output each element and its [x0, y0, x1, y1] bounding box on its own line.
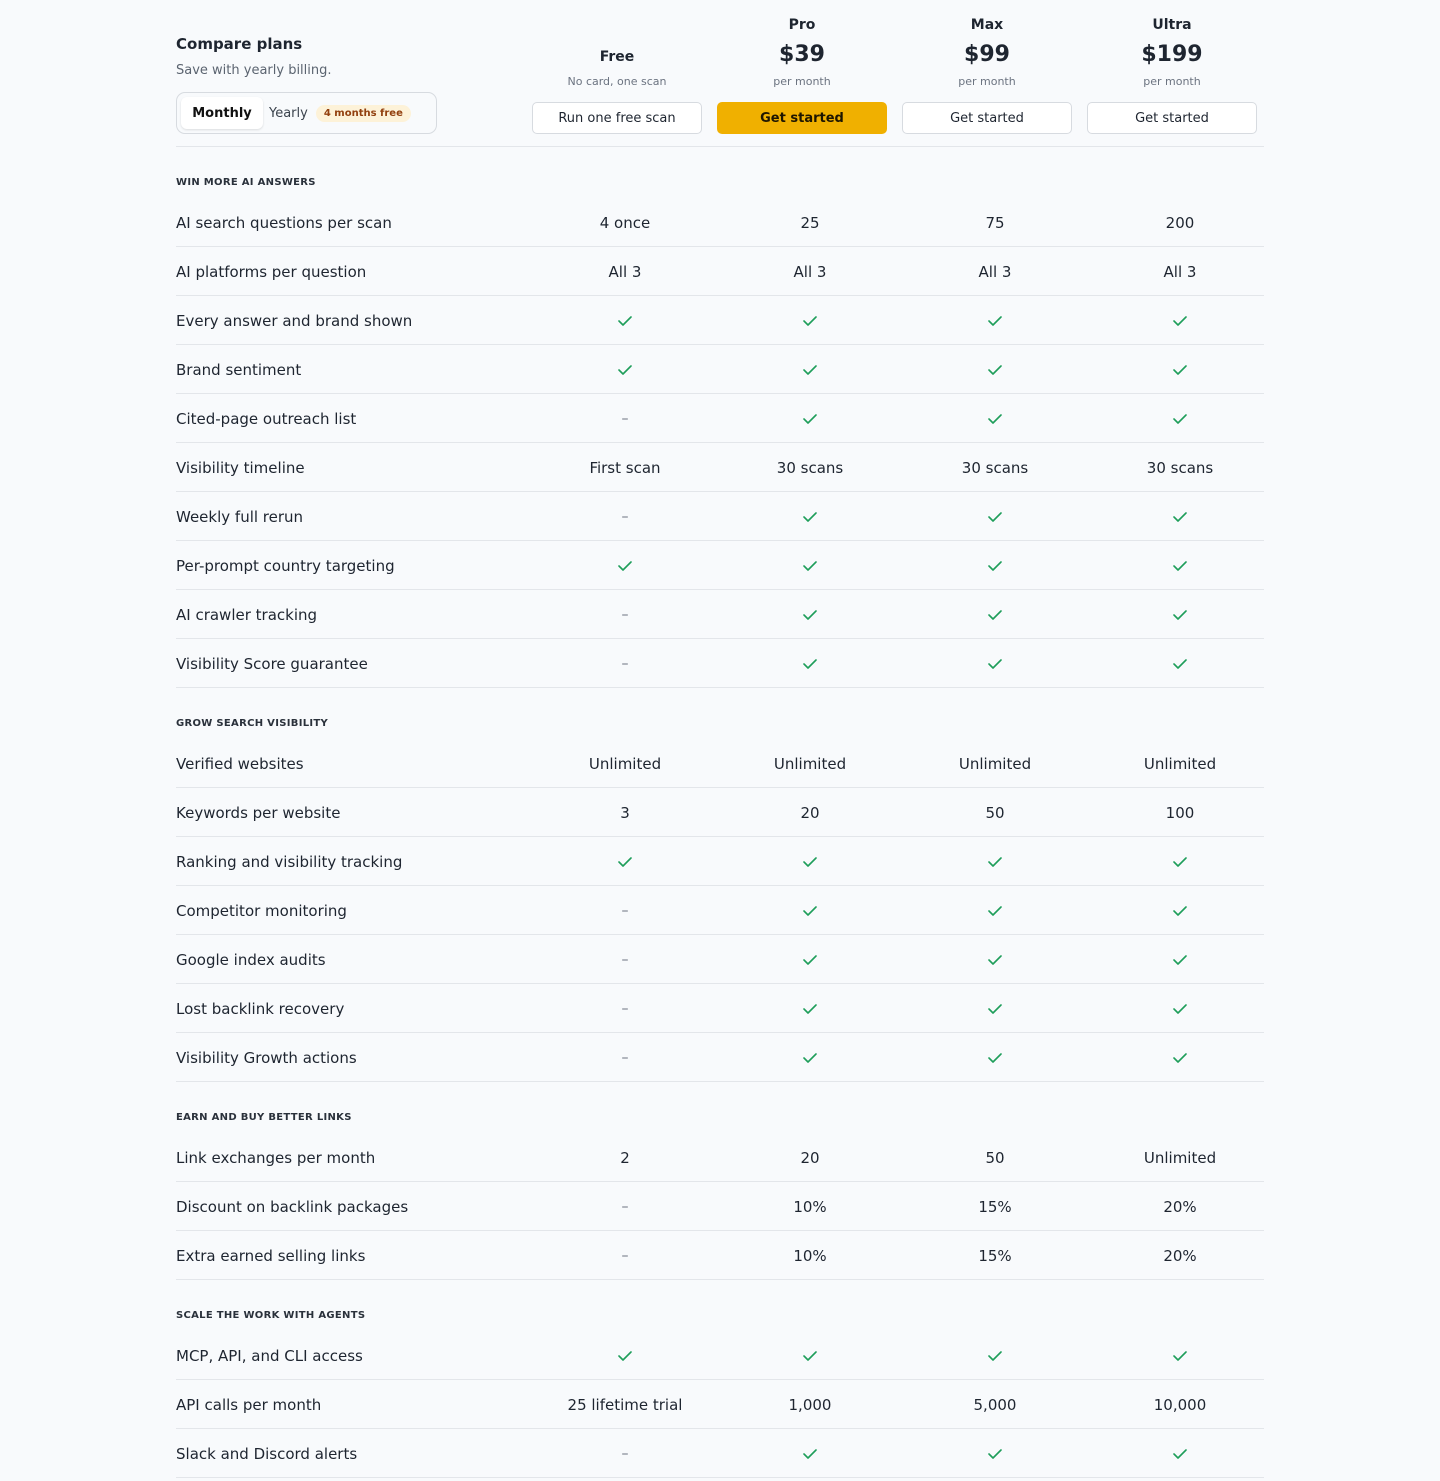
check-icon	[1173, 659, 1187, 669]
plan-note: No card, one scan	[567, 75, 667, 88]
plan-name: Ultra	[1152, 17, 1192, 33]
plan-cell	[540, 590, 710, 639]
cell-value: 15%	[978, 1197, 1012, 1216]
plan-cell	[725, 492, 895, 541]
cell-value: Unlimited	[958, 754, 1032, 773]
cell-value: 100	[1165, 803, 1195, 822]
check-icon	[803, 955, 817, 965]
cell-value: All 3	[793, 262, 827, 281]
check-icon	[803, 365, 817, 375]
feature-label: Cited-page outreach list	[176, 409, 357, 428]
plan-cell	[540, 984, 710, 1033]
plan-cell	[910, 739, 1080, 788]
plan-cell	[725, 394, 895, 443]
check-icon	[618, 561, 632, 571]
table-row	[176, 345, 1264, 394]
check-icon	[803, 610, 817, 620]
cell-value: 25 lifetime trial	[567, 1395, 683, 1414]
feature-label: AI platforms per question	[176, 262, 367, 281]
plan-cell	[540, 935, 710, 984]
check-icon	[1173, 1004, 1187, 1014]
check-icon	[988, 512, 1002, 522]
plan-cell	[540, 198, 710, 247]
plan-cell	[1095, 1182, 1265, 1231]
plan-cell	[540, 443, 710, 492]
table-row	[176, 492, 1264, 541]
section-title: EARN AND BUY BETTER LINKS	[176, 1112, 352, 1123]
check-icon	[618, 365, 632, 375]
page-subtitle: Save with yearly billing.	[176, 63, 332, 78]
plan-cell	[1095, 886, 1265, 935]
feature-label: Visibility Score guarantee	[176, 654, 368, 673]
feature-label: Brand sentiment	[176, 360, 302, 379]
check-icon	[618, 1351, 632, 1361]
plan-cell	[910, 345, 1080, 394]
plan-cell	[910, 1231, 1080, 1280]
table-row	[176, 935, 1264, 984]
plan-cell	[1095, 443, 1265, 492]
plan-name: Pro	[788, 17, 816, 33]
table-row	[176, 1182, 1264, 1231]
compare-header	[176, 0, 1264, 147]
plan-cell	[1095, 1331, 1265, 1380]
plan-cell	[1095, 739, 1265, 788]
feature-label: MCP, API, and CLI access	[176, 1346, 363, 1365]
cell-value: 5,000	[973, 1395, 1017, 1414]
cell-value: 20	[800, 803, 820, 822]
check-icon	[618, 857, 632, 867]
plan-cell	[1095, 788, 1265, 837]
table-row	[176, 837, 1264, 886]
table-row	[176, 1331, 1264, 1380]
plan-cell	[910, 1331, 1080, 1380]
plan-cell	[910, 886, 1080, 935]
plan-price: $39	[779, 42, 825, 67]
plan-cell	[725, 1429, 895, 1478]
table-row	[176, 1231, 1264, 1280]
feature-label: Ranking and visibility tracking	[176, 852, 403, 871]
feature-label: AI search questions per scan	[176, 213, 392, 232]
feature-label: Keywords per website	[176, 803, 341, 822]
feature-label: API calls per month	[176, 1395, 322, 1414]
cell-value: First scan	[589, 458, 661, 477]
plan-cell	[1095, 1231, 1265, 1280]
plan-cell	[540, 1182, 710, 1231]
dash-icon: –	[621, 508, 629, 525]
dash-icon: –	[621, 1049, 629, 1066]
plan-cell	[910, 1033, 1080, 1082]
plan-cell	[1095, 1133, 1265, 1182]
check-icon	[803, 1004, 817, 1014]
check-icon	[1173, 610, 1187, 620]
plan-cell	[540, 837, 710, 886]
plan-cell	[540, 345, 710, 394]
plan-cell	[725, 198, 895, 247]
plan-cell	[1095, 590, 1265, 639]
plan-cell	[1095, 837, 1265, 886]
cell-value: 10,000	[1153, 1395, 1207, 1414]
cell-value: 1,000	[788, 1395, 832, 1414]
cell-value: 50	[985, 1148, 1005, 1167]
table-row	[176, 590, 1264, 639]
check-icon	[803, 414, 817, 424]
section-title: GROW SEARCH VISIBILITY	[176, 718, 329, 729]
plan-cell	[1095, 639, 1265, 688]
plan-cell	[540, 788, 710, 837]
plan-cell	[540, 1331, 710, 1380]
dash-icon: –	[621, 1445, 629, 1462]
feature-label: Slack and Discord alerts	[176, 1444, 358, 1463]
plan-cell	[540, 1033, 710, 1082]
check-icon	[803, 1053, 817, 1063]
plan-cell	[725, 1133, 895, 1182]
plan-column-2	[902, 0, 1072, 146]
plan-cell	[1095, 198, 1265, 247]
check-icon	[1173, 906, 1187, 916]
check-icon	[988, 365, 1002, 375]
table-row	[176, 1380, 1264, 1429]
cell-value: Unlimited	[1143, 1148, 1217, 1167]
check-icon	[1173, 1449, 1187, 1459]
plan-note: per month	[773, 75, 831, 88]
cell-value: All 3	[1163, 262, 1197, 281]
plan-cell	[540, 492, 710, 541]
check-icon	[1173, 365, 1187, 375]
check-icon	[988, 316, 1002, 326]
check-icon	[988, 610, 1002, 620]
check-icon	[803, 316, 817, 326]
check-icon	[1173, 1053, 1187, 1063]
table-row	[176, 394, 1264, 443]
plan-cell	[910, 639, 1080, 688]
table-row	[176, 198, 1264, 247]
plan-cell	[1095, 296, 1265, 345]
feature-label: Per-prompt country targeting	[176, 556, 395, 575]
feature-label: Google index audits	[176, 950, 326, 969]
check-icon	[618, 316, 632, 326]
plan-cell	[1095, 394, 1265, 443]
plan-cell	[540, 1231, 710, 1280]
plan-price: $199	[1141, 42, 1203, 67]
plan-name: Max	[970, 17, 1004, 33]
cell-value: Unlimited	[1143, 754, 1217, 773]
plan-cell	[910, 296, 1080, 345]
plan-note: per month	[958, 75, 1016, 88]
table-row	[176, 984, 1264, 1033]
table-row	[176, 443, 1264, 492]
cell-value: 30 scans	[776, 458, 844, 477]
feature-label: Weekly full rerun	[176, 507, 304, 526]
table-row	[176, 1033, 1264, 1082]
cell-value: 30 scans	[1146, 458, 1214, 477]
check-icon	[803, 512, 817, 522]
plan-name: Free	[599, 49, 635, 65]
plan-cta-button[interactable]: Get started	[717, 102, 887, 134]
dash-icon: –	[621, 1247, 629, 1264]
check-icon	[1173, 857, 1187, 867]
plan-cell	[910, 394, 1080, 443]
table-row	[176, 247, 1264, 296]
plan-column-1	[717, 0, 887, 146]
cell-value: 75	[985, 213, 1005, 232]
billing-yearly-option[interactable]	[269, 97, 411, 129]
plan-cta-button[interactable]: Get started	[1087, 102, 1257, 134]
check-icon	[1173, 561, 1187, 571]
check-icon	[1173, 316, 1187, 326]
plan-cell	[725, 1182, 895, 1231]
plan-cell	[1095, 1033, 1265, 1082]
plan-cell	[910, 443, 1080, 492]
plan-cell	[910, 198, 1080, 247]
check-icon	[803, 659, 817, 669]
plan-cell	[725, 1231, 895, 1280]
plan-cell	[725, 739, 895, 788]
cell-value: 3	[620, 803, 630, 822]
plan-cell	[540, 541, 710, 590]
cell-value: 2	[620, 1148, 630, 1167]
cell-value: 50	[985, 803, 1005, 822]
cell-value: 20	[800, 1148, 820, 1167]
table-row	[176, 541, 1264, 590]
plan-cell	[725, 837, 895, 886]
section-title: WIN MORE AI ANSWERS	[176, 177, 316, 188]
feature-label: Extra earned selling links	[176, 1246, 366, 1265]
plan-cell	[1095, 345, 1265, 394]
plan-note: per month	[1143, 75, 1201, 88]
plan-cell	[910, 837, 1080, 886]
check-icon	[803, 906, 817, 916]
billing-yearly-label: Yearly	[269, 105, 308, 121]
plan-cell	[910, 1429, 1080, 1478]
plan-cell	[1095, 1380, 1265, 1429]
section-title: SCALE THE WORK WITH AGENTS	[176, 1310, 366, 1321]
plan-price: $99	[964, 42, 1010, 67]
cell-value: Unlimited	[588, 754, 662, 773]
cell-value: 200	[1165, 213, 1195, 232]
cell-value: All 3	[608, 262, 642, 281]
feature-label: Competitor monitoring	[176, 901, 347, 920]
table-row	[176, 639, 1264, 688]
table-row	[176, 1133, 1264, 1182]
check-icon	[803, 1449, 817, 1459]
cell-value: 10%	[793, 1197, 827, 1216]
yearly-discount-badge: 4 months free	[316, 105, 411, 122]
plan-cell	[910, 541, 1080, 590]
feature-label: Verified websites	[176, 754, 304, 773]
plan-cell	[1095, 984, 1265, 1033]
page-title: Compare plans	[176, 35, 303, 53]
plan-cell	[540, 886, 710, 935]
dash-icon: –	[621, 1198, 629, 1215]
plan-cell	[910, 935, 1080, 984]
table-row	[176, 739, 1264, 788]
cell-value: 20%	[1163, 1246, 1197, 1265]
dash-icon: –	[621, 902, 629, 919]
plan-cell	[725, 886, 895, 935]
plan-cell	[725, 1033, 895, 1082]
plan-cell	[1095, 247, 1265, 296]
cell-value: 15%	[978, 1246, 1012, 1265]
dash-icon: –	[621, 410, 629, 427]
check-icon	[988, 955, 1002, 965]
plan-cell	[540, 296, 710, 345]
plan-cell	[540, 1429, 710, 1478]
check-icon	[1173, 955, 1187, 965]
cell-value: 20%	[1163, 1197, 1197, 1216]
feature-label: Visibility Growth actions	[176, 1048, 357, 1067]
feature-label: AI crawler tracking	[176, 605, 318, 624]
plan-cell	[725, 345, 895, 394]
dash-icon: –	[621, 655, 629, 672]
dash-icon: –	[621, 1000, 629, 1017]
plan-cell	[910, 492, 1080, 541]
billing-toggle	[176, 92, 437, 134]
check-icon	[1173, 414, 1187, 424]
plan-cell	[725, 541, 895, 590]
plan-cell	[725, 1380, 895, 1429]
plan-column-3	[1087, 0, 1257, 146]
dash-icon: –	[621, 606, 629, 623]
plan-cell	[540, 739, 710, 788]
check-icon	[1173, 512, 1187, 522]
plan-cell	[540, 247, 710, 296]
check-icon	[803, 1351, 817, 1361]
check-icon	[988, 1351, 1002, 1361]
plan-column-0	[532, 0, 702, 146]
feature-label: Every answer and brand shown	[176, 311, 413, 330]
plan-cell	[725, 1331, 895, 1380]
cell-value: 25	[800, 213, 820, 232]
check-icon	[988, 857, 1002, 867]
check-icon	[988, 906, 1002, 916]
cell-value: 30 scans	[961, 458, 1029, 477]
check-icon	[803, 857, 817, 867]
compare-plans-page	[176, 0, 1264, 1463]
billing-monthly-option[interactable]: Monthly	[181, 97, 263, 129]
check-icon	[988, 1449, 1002, 1459]
check-icon	[988, 1004, 1002, 1014]
feature-label: Discount on backlink packages	[176, 1197, 409, 1216]
plan-cell	[910, 1133, 1080, 1182]
cell-value: Unlimited	[773, 754, 847, 773]
plan-cta-button[interactable]: Run one free scan	[532, 102, 702, 134]
feature-label: Visibility timeline	[176, 458, 305, 477]
table-row	[176, 1429, 1264, 1478]
plan-cell	[725, 443, 895, 492]
plan-cell	[910, 1380, 1080, 1429]
plan-cell	[1095, 541, 1265, 590]
check-icon	[988, 659, 1002, 669]
check-icon	[988, 1053, 1002, 1063]
plan-cell	[1095, 935, 1265, 984]
cell-value: All 3	[978, 262, 1012, 281]
plan-cell	[725, 296, 895, 345]
plan-cell	[725, 247, 895, 296]
plan-cell	[1095, 1429, 1265, 1478]
plan-cell	[910, 1182, 1080, 1231]
cell-value: 4 once	[599, 213, 651, 232]
plan-cell	[910, 788, 1080, 837]
plan-cell	[725, 984, 895, 1033]
plan-cell	[540, 1380, 710, 1429]
feature-label: Lost backlink recovery	[176, 999, 345, 1018]
feature-label: Link exchanges per month	[176, 1148, 376, 1167]
check-icon	[988, 414, 1002, 424]
table-row	[176, 296, 1264, 345]
check-icon	[988, 561, 1002, 571]
plan-cell	[540, 639, 710, 688]
plan-cta-button[interactable]: Get started	[902, 102, 1072, 134]
plan-cell	[1095, 492, 1265, 541]
check-icon	[1173, 1351, 1187, 1361]
table-row	[176, 886, 1264, 935]
plan-cell	[725, 935, 895, 984]
plan-cell	[725, 788, 895, 837]
table-row	[176, 788, 1264, 837]
plan-cell	[910, 984, 1080, 1033]
plan-cell	[725, 590, 895, 639]
plan-cell	[910, 590, 1080, 639]
plan-cell	[910, 247, 1080, 296]
plan-cell	[540, 1133, 710, 1182]
dash-icon: –	[621, 951, 629, 968]
plan-cell	[540, 394, 710, 443]
plan-cell	[725, 639, 895, 688]
check-icon	[803, 561, 817, 571]
cell-value: 10%	[793, 1246, 827, 1265]
